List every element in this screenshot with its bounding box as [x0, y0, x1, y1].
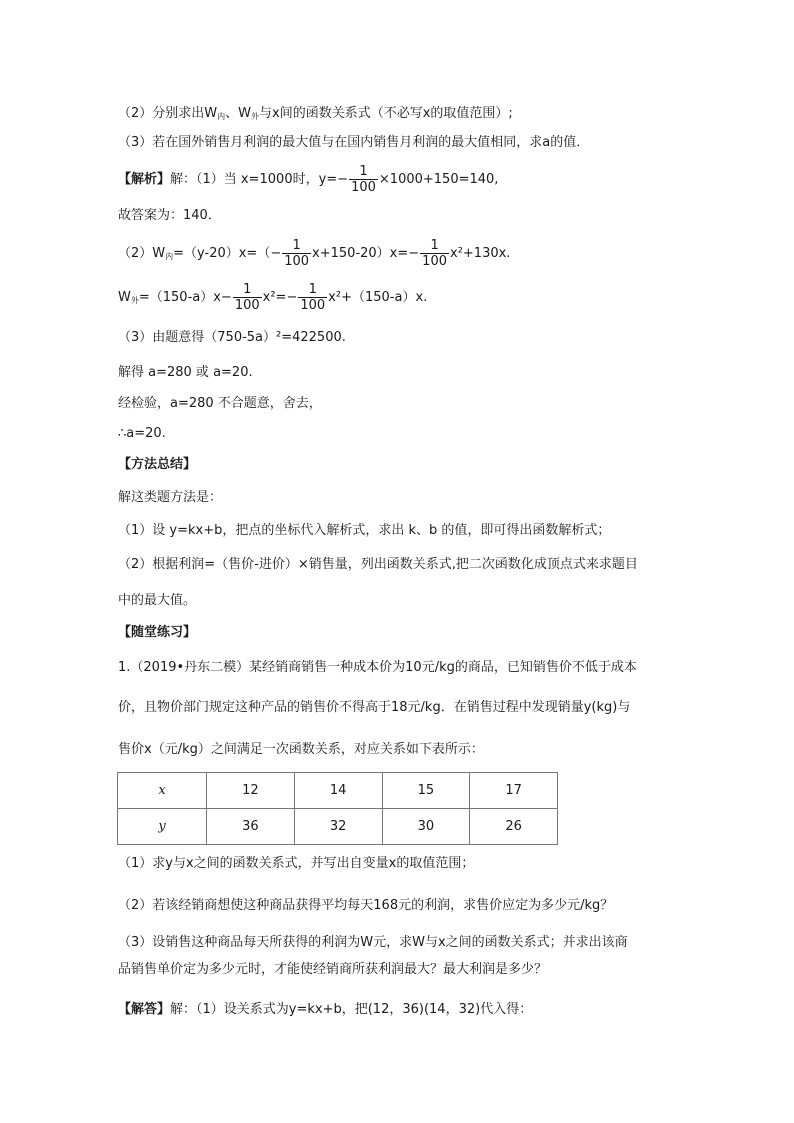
check: 经检验，a=280 不合题意，舍去，	[118, 396, 322, 411]
table-cell: 12	[207, 773, 295, 809]
method-intro: 解这类题方法是：	[118, 490, 223, 505]
table-cell: x	[118, 773, 207, 809]
method-title: 【方法总结】	[118, 457, 197, 472]
problem-1-q3: （3）设销售这种商品每天所获得的利润为W元，求W与x之间的函数关系式；并求出该商	[118, 935, 628, 950]
fraction: $\frac{1}{100}$	[422, 238, 447, 269]
problem-1-line-1: 1.（2019•丹东二模）某经销商销售一种成本价为10元/kg的商品，已知销售价不低于成本	[118, 660, 637, 675]
subscript-in: 内	[217, 112, 226, 121]
problem-1-q1: （1）求y与x之间的函数关系式，并写出自变量x的取值范围；	[118, 856, 475, 871]
solution: 解得 a=280 或 a=20.	[118, 365, 253, 380]
table-cell: 30	[382, 809, 470, 845]
fraction: $\frac{1}{100}$	[300, 282, 326, 313]
method-step-2: （2）根据利润=（售价-进价）×销售量，列出函数关系式,把二次函数化成顶点式来求题目	[118, 557, 638, 572]
table-cell: 36	[207, 809, 295, 845]
table-cell: 17	[470, 773, 558, 809]
analysis-line: 【解析】解：（1）当 x=1000时，y=− $\frac{1}{100}$ ×1000+150=140,	[118, 164, 499, 195]
problem-1-q3-cont: 品销售单价定为多少元时，才能使经销商所获利润最大？最大利润是多少？	[118, 962, 548, 977]
table-cell: 26	[470, 809, 558, 845]
answer-tag: 【解答】	[118, 1002, 171, 1017]
table-cell: 15	[382, 773, 470, 809]
problem-1-line-3: 售价x（元/kg）之间满足一次函数关系，对应关系如下表所示：	[118, 742, 484, 757]
table-cell: y	[118, 809, 207, 845]
table-row	[118, 809, 558, 845]
fraction: $\frac{1}{100}$	[351, 164, 376, 195]
practice-title: 【随堂练习】	[118, 625, 197, 640]
conclusion: ∴a=20.	[118, 426, 166, 441]
subscript-out: 外	[251, 112, 259, 121]
method-step-2-cont: 中的最大值。	[118, 593, 197, 608]
question-3: （3）若在国外销售月利润的最大值与在国内销售月利润的最大值相同，求a的值．	[118, 135, 590, 150]
method-step-1: （1）设 y=kx+b，把点的坐标代入解析式，求出 k、b 的值，即可得出函数解析式；	[118, 523, 611, 538]
answer-1: 故答案为：140．	[118, 208, 221, 223]
data-table	[117, 772, 558, 845]
equation-3: （3）由题意得（750-5a）²=422500.	[118, 330, 346, 345]
question-2: （2）分别求出$W_内$、$W_外$与x间的函数关系式（不必写x的取值范围）;	[118, 106, 513, 121]
w-out-formula: $W_外=(150-a)x-$ $\frac{1}{100}$ x²=− $\frac{1}{100}$ x²+（150-a）x.	[118, 282, 428, 313]
table-cell: 32	[294, 809, 382, 845]
fraction: $\frac{1}{100}$	[284, 238, 310, 269]
analysis-tag: 【解析】	[118, 172, 171, 187]
problem-1-q2: （2）若该经销商想使这种商品获得平均每天168元的利润，求售价应定为多少元/kg？	[118, 898, 614, 913]
table-row	[118, 773, 558, 809]
answer-line: 【解答】解：（1）设关系式为y=kx+b，把(12，36)(14，32)代入得：	[118, 1002, 533, 1017]
w-in-formula: $(2)W_内=(y-20)x=(-$ $\frac{1}{100}$ x+150-20）x=− $\frac{1}{100}$ x²+130x.	[118, 238, 511, 269]
problem-1-line-2: 价，且物价部门规定这种产品的销售价不得高于18元/kg．在销售过程中发现销量y(kg)与	[118, 700, 631, 715]
fraction: $\frac{1}{100}$	[234, 282, 260, 313]
table-cell: 14	[294, 773, 382, 809]
